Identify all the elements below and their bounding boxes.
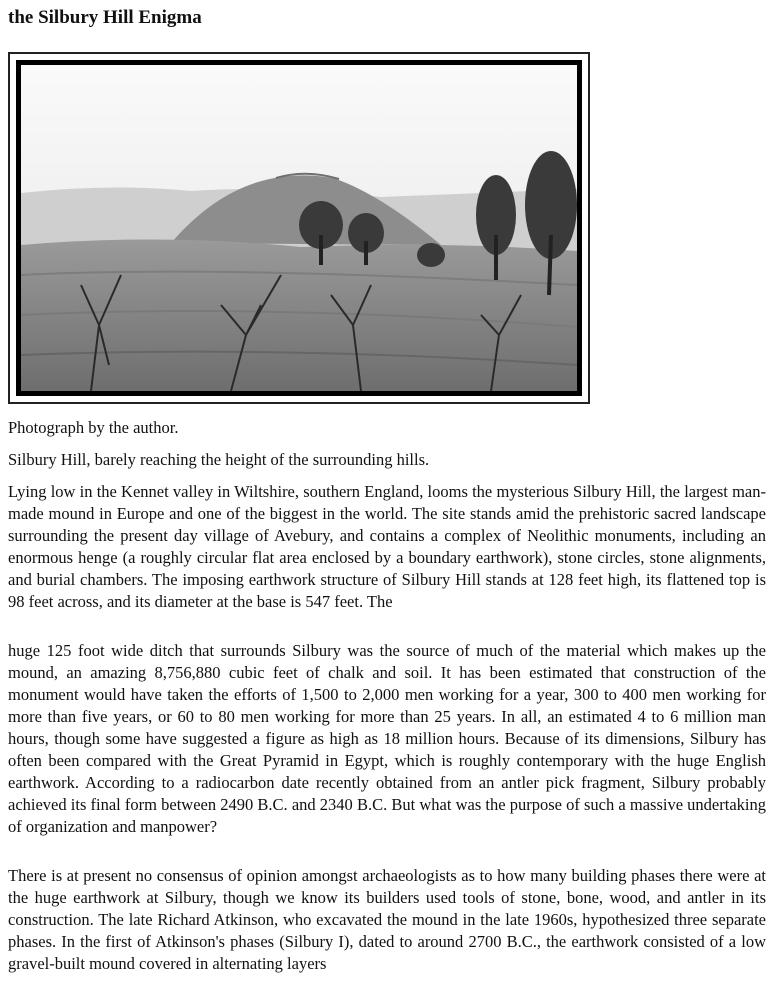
page-title: the Silbury Hill Enigma	[8, 7, 202, 28]
body-paragraph: Lying low in the Kennet valley in Wiltshire, southern England, looms the mysterious Silbury Hill, the largest man-made mound in Europe and one of the biggest in the world. The site stands amid the prehistoric sacred landscape surrounding the present day village of Avebury, and contains a complex of Neolithic monuments, including an enormous henge (a roughly circular flat area enclosed by a boundary earthwork), stone circles, stone alignments, and burial chambers. The imposing earthwork structure of Silbury Hill stands at 128 feet high, its flattened top is 98 feet across, and its diameter at the base is 547 feet. The	[8, 482, 766, 611]
landscape-illustration	[21, 65, 577, 391]
body-paragraph: There is at present no consensus of opinion amongst archaeologists as to how many building phases there were at the huge earthwork at Silbury, though we know its builders used tools of stone, bone, wood, and antler in its construction. The late Richard Atkinson, who excavated the mound in the late 1960s, hypothesized three separate phases. In the first of Atkinson's phases (Silbury I), dated to around 2700 B.C., the earthwork consisted of a low gravel-built mound covered in alternating layers	[8, 866, 766, 973]
photo-frame	[8, 52, 590, 404]
silbury-hill-photo	[16, 60, 582, 396]
photo-credit: Photograph by the author.	[8, 418, 179, 437]
body-paragraph: huge 125 foot wide ditch that surrounds Silbury was the source of much of the material which makes up the mound, an amazing 8,756,880 cubic feet of chalk and soil. It has been estimated that construction of the monument would have taken the efforts of 1,500 to 2,000 men working for a year, 300 to 400 men working for more than five years, or 60 to 80 men working for more than 25 years. In all, an estimated 4 to 6 million man hours, though some have suggested a figure as high as 18 million hours. Because of its dimensions, Silbury has often been compared with the Great Pyramid in Egypt, which is roughly contemporary with the huge English earthwork. According to a radiocarbon date recently obtained from an antler pick fragment, Silbury probably achieved its final form between 2490 B.C. and 2340 B.C. But what was the purpose of such a massive undertaking of organization and manpower?	[8, 641, 766, 836]
photo-caption: Silbury Hill, barely reaching the height of the surrounding hills.	[8, 450, 430, 469]
